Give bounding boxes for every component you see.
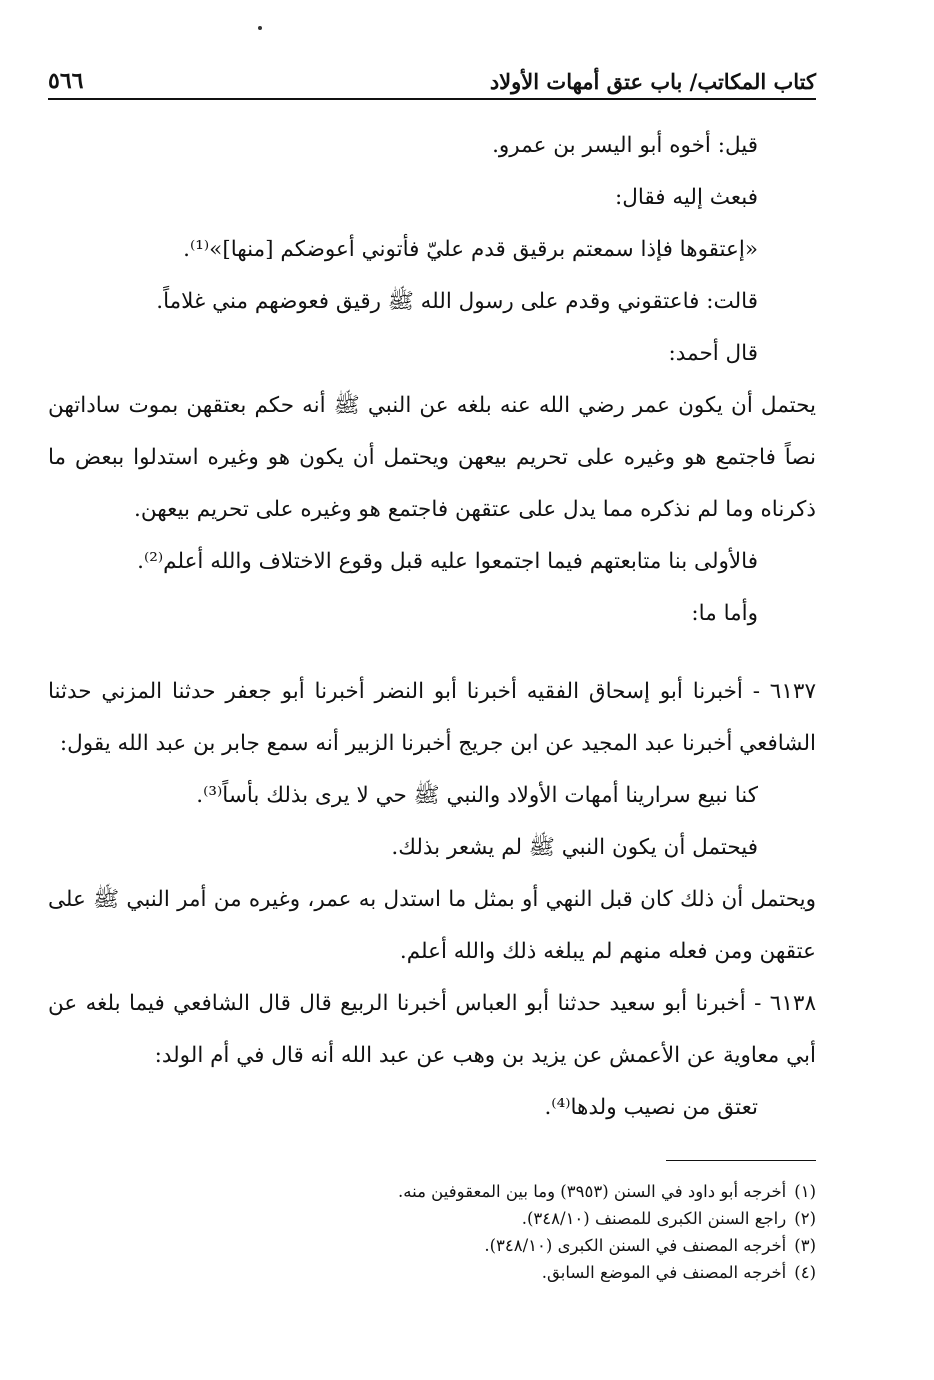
footnote-text: راجع السنن الكبرى للمصنف (٣٤٨/١٠). xyxy=(521,1209,787,1228)
section-gap xyxy=(48,640,816,666)
paragraph: فيحتمل أن يكون النبي ﷺ لم يشعر بذلك. xyxy=(391,835,758,860)
paragraph: وأما ما: xyxy=(691,601,758,626)
paragraph: قال أحمد: xyxy=(668,341,758,366)
footnote xyxy=(48,1205,816,1232)
footnote-mark: (١) xyxy=(794,1182,816,1201)
footnote-text: أخرجه المصنف في الموضع السابق. xyxy=(541,1263,787,1282)
paragraph: ويحتمل أن ذلك كان قبل النهي أو بمثل ما استدل به عمر، وغيره من أمر النبي ﷺ على عتقهن ومن فعله منهم لم يبلغه ذلك والله أعلم. xyxy=(48,887,816,964)
paragraph: كنا نبيع سرارينا أمهات الأولاد والنبي ﷺ حي لا يرى بذلك بأساً⁽³⁾. xyxy=(196,783,758,808)
paragraph: فبعث إليه فقال: xyxy=(614,185,758,210)
scan-speck xyxy=(258,26,262,30)
footnotes xyxy=(48,1178,816,1286)
main-text xyxy=(48,120,816,1134)
hadith-paragraph: ٦١٣٨ - أخبرنا أبو سعيد حدثنا أبو العباس أخبرنا الربيع قال قال الشافعي فيما بلغه عن أبي معاوية عن الأعمش عن يزيد بن وهب عن عبد الله أنه قال في أم الولد: xyxy=(48,991,816,1068)
footnote-mark: (٤) xyxy=(794,1263,816,1282)
paragraph: قيل: أخوه أبو اليسر بن عمرو. xyxy=(492,133,758,158)
paragraph: «إعتقوها فإذا سمعتم برقيق قدم عليّ فأتوني أعوضكم [منها]»⁽¹⁾. xyxy=(183,237,758,262)
hadith-paragraph: ٦١٣٧ - أخبرنا أبو إسحاق الفقيه أخبرنا أبو النضر أخبرنا أبو جعفر حدثنا المزني حدثنا الشافعي أخبرنا عبد المجيد عن ابن جريج أخبرنا الزبير أنه سمع جابر بن عبد الله يقول: xyxy=(48,679,816,756)
footnote xyxy=(48,1178,816,1205)
footnote-text: أخرجه أبو داود في السنن (٣٩٥٣) وما بين المعقوفين منه. xyxy=(398,1182,787,1201)
paragraph: تعتق من نصيب ولدها⁽⁴⁾. xyxy=(544,1095,758,1120)
footnote-text: أخرجه المصنف في السنن الكبرى (٣٤٨/١٠). xyxy=(484,1236,787,1255)
running-title: كتاب المكاتب/ باب عتق أمهات الأولاد xyxy=(489,69,816,94)
page-header xyxy=(48,50,816,100)
paragraph: فالأولى بنا متابعتهم فيما اجتمعوا عليه قبل وقوع الاختلاف والله أعلم⁽²⁾. xyxy=(137,549,758,574)
footnote-mark: (٣) xyxy=(794,1236,816,1255)
footnote xyxy=(48,1232,816,1259)
footnote-mark: (٢) xyxy=(794,1209,816,1228)
footnote xyxy=(48,1259,816,1286)
paragraph: قالت: فاعتقوني وقدم على رسول الله ﷺ رقيق فعوضهم مني غلاماً. xyxy=(156,289,758,314)
page-number: ٥٦٦ xyxy=(48,68,84,94)
paragraph: يحتمل أن يكون عمر رضي الله عنه بلغه عن النبي ﷺ أنه حكم بعتقهن بموت ساداتهن نصاً فاجتمع هو وغيره على تحريم بيعهن ويحتمل أن يكون هو وغيره استدلوا ببعض ما ذكرناه وما لم نذكره مما يدل على عتقهن فاجتمع هو وغيره على تحريم بيعهن. xyxy=(48,393,816,522)
footnote-separator xyxy=(666,1160,816,1161)
